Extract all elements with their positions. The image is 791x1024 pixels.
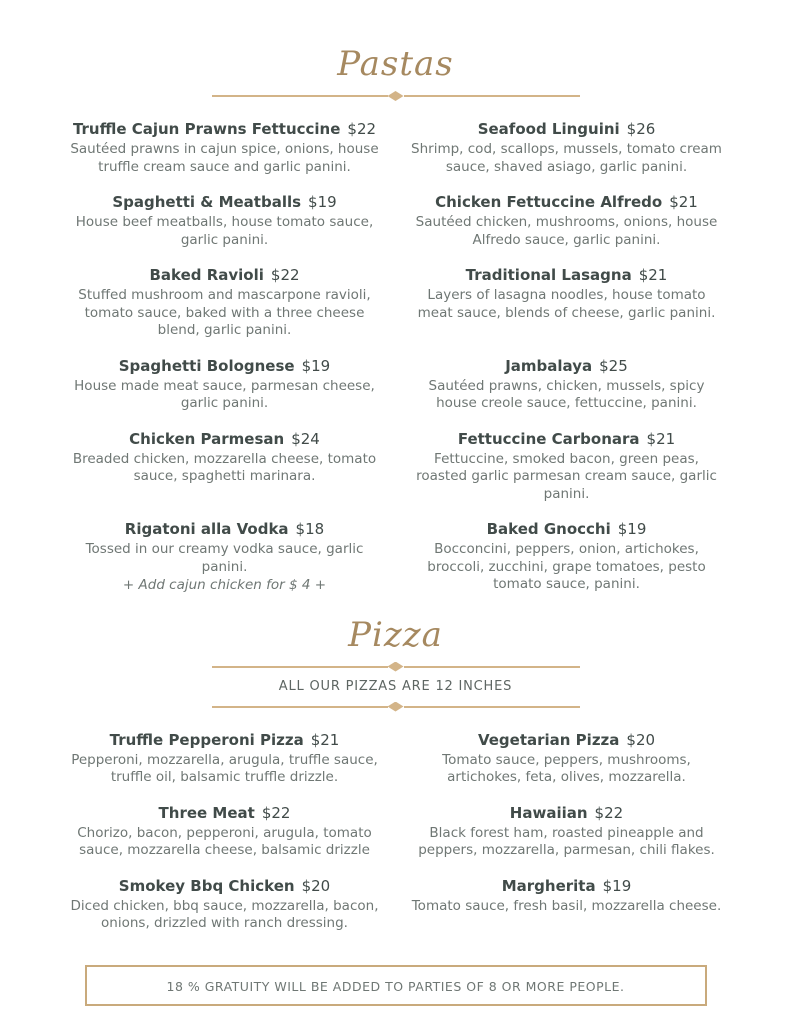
menu-item <box>410 519 724 595</box>
item-name: Rigatoni alla Vodka <box>124 520 289 538</box>
menu-item <box>410 192 724 249</box>
divider-line <box>212 95 388 97</box>
item-description: Tomato sauce, fresh basil, mozzarella cheese. <box>411 897 722 914</box>
item-price: $20 <box>301 876 331 895</box>
item-description: Bocconcini, peppers, onion, artichokes, broccoli, zucchini, grape tomatoes, pesto tomato sauce, panini. <box>427 541 706 592</box>
item-name: Truffle Pepperoni Pizza <box>109 730 304 749</box>
item-header <box>68 119 382 139</box>
menu-item <box>68 119 382 176</box>
menu-item <box>410 730 724 787</box>
item-description: House beef meatballs, house tomato sauce, garlic panini. <box>75 214 374 248</box>
menu-item <box>68 265 382 340</box>
item-name: Baked Ravioli <box>149 266 264 284</box>
item-price: $22 <box>594 803 624 822</box>
menu-item <box>410 356 724 413</box>
diamond-icon <box>388 662 404 672</box>
item-header <box>410 876 724 896</box>
menu-item <box>410 876 724 933</box>
item-name: Vegetarian Pizza <box>477 730 620 749</box>
item-header <box>68 356 382 376</box>
item-price: $19 <box>602 876 632 895</box>
item-description: Chorizo, bacon, pepperoni, arugula, tomato sauce, mozzarella cheese, balsamic drizzle <box>77 824 372 858</box>
item-name: Baked Gnocchi <box>486 520 611 538</box>
item-price: $20 <box>626 730 656 749</box>
menu-item <box>68 519 382 595</box>
pizza-item-grid <box>68 730 724 933</box>
item-name: Hawaiian <box>509 803 588 822</box>
section-divider <box>212 702 580 712</box>
divider-line <box>404 95 580 97</box>
item-price: $19 <box>617 520 647 538</box>
menu-item <box>68 429 382 504</box>
item-price: $21 <box>669 193 698 211</box>
item-name: Truffle Cajun Prawns Fettuccine <box>72 120 341 138</box>
item-name: Jambalaya <box>505 356 593 375</box>
item-description: Shrimp, cod, scallops, mussels, tomato cream sauce, shaved asiago, garlic panini. <box>411 141 722 175</box>
item-description: Sautéed chicken, mushrooms, onions, house Alfredo sauce, garlic panini. <box>415 214 718 248</box>
item-description: Layers of lasagna noodles, house tomato meat sauce, blends of cheese, garlic panini. <box>417 287 716 321</box>
item-header <box>410 730 724 750</box>
section-pastas <box>0 44 791 595</box>
menu-item <box>68 876 382 933</box>
item-price: $22 <box>270 266 300 284</box>
pastas-item-grid <box>68 119 724 595</box>
diamond-icon <box>388 702 404 712</box>
item-header <box>410 265 724 285</box>
item-description: Breaded chicken, mozzarella cheese, tomato sauce, spaghetti marinara. <box>72 450 377 484</box>
item-header <box>68 519 382 539</box>
item-header <box>410 119 724 139</box>
section-divider <box>212 91 580 101</box>
menu-item <box>410 265 724 340</box>
item-name: Smokey Bbq Chicken <box>118 876 295 895</box>
item-name: Fettuccine Carbonara <box>457 429 640 448</box>
item-name: Chicken Parmesan <box>129 429 285 448</box>
item-name: Spaghetti Bolognese <box>118 356 295 375</box>
section-title-pastas: Pastas <box>337 44 454 84</box>
item-name: Traditional Lasagna <box>465 266 632 284</box>
diamond-icon <box>388 91 404 101</box>
item-header <box>68 429 382 449</box>
menu-item <box>410 119 724 176</box>
pizza-size-note: ALL OUR PIZZAS ARE 12 INCHES <box>278 678 513 694</box>
item-header <box>410 803 724 823</box>
item-description: Stuffed mushroom and mascarpone ravioli, tomato sauce, baked with a three cheese blend, garlic panini. <box>78 287 371 338</box>
menu-item <box>410 429 724 504</box>
menu-item <box>68 803 382 860</box>
item-description: Fettuccine, smoked bacon, green peas, roasted garlic parmesan cream sauce, garlic panini. <box>416 450 717 502</box>
item-description: House made meat sauce, parmesan cheese, garlic panini. <box>74 377 375 411</box>
divider-line <box>404 666 580 668</box>
section-title-pizza: Pizza <box>348 614 443 655</box>
item-price: $24 <box>291 429 320 448</box>
item-header <box>410 519 724 539</box>
item-description: Tossed in our creamy vodka sauce, garlic panini. <box>85 541 364 575</box>
item-description: Tomato sauce, peppers, mushrooms, artichokes, feta, olives, mozzarella. <box>442 751 691 785</box>
item-header <box>410 429 724 449</box>
item-description: Pepperoni, mozzarella, arugula, truffle sauce, truffle oil, balsamic truffle drizzle. <box>71 751 378 785</box>
divider-line <box>212 666 388 668</box>
item-name: Chicken Fettuccine Alfredo <box>435 193 663 211</box>
item-header <box>68 265 382 285</box>
gratuity-banner <box>85 965 707 1006</box>
item-price: $26 <box>626 120 656 138</box>
item-name: Seafood Linguini <box>477 120 620 138</box>
item-name: Spaghetti & Meatballs <box>112 193 302 211</box>
section-pizza <box>0 615 791 933</box>
item-price: $25 <box>599 356 628 375</box>
item-header <box>68 192 382 212</box>
gratuity-text: 18 % GRATUITY WILL BE ADDED TO PARTIES OF 8 OR MORE PEOPLE. <box>166 978 625 994</box>
item-name: Margherita <box>501 876 596 895</box>
item-price: $21 <box>646 429 676 448</box>
item-price: $19 <box>301 356 331 375</box>
item-price: $21 <box>638 266 668 284</box>
item-price: $22 <box>261 803 291 822</box>
item-description: Sautéed prawns, chicken, mussels, spicy house creole sauce, fettuccine, panini. <box>428 377 705 411</box>
item-header <box>410 356 724 376</box>
item-header <box>68 803 382 823</box>
item-price: $21 <box>310 730 340 749</box>
divider-line <box>212 706 388 708</box>
item-price: $18 <box>295 520 325 538</box>
item-price: $19 <box>308 193 337 211</box>
item-description: Diced chicken, bbq sauce, mozzarella, bacon, onions, drizzled with ranch dressing. <box>70 897 379 931</box>
item-extra-note: + Add cajun chicken for $ 4 + <box>122 577 327 593</box>
item-description: Sautéed prawns in cajun spice, onions, house truffle cream sauce and garlic panini. <box>70 141 379 175</box>
item-header <box>68 876 382 896</box>
divider-line <box>404 706 580 708</box>
item-header <box>68 730 382 750</box>
item-header <box>410 192 724 212</box>
menu-item <box>68 192 382 249</box>
menu-item <box>410 803 724 860</box>
item-price: $22 <box>347 120 377 138</box>
menu-item <box>68 730 382 787</box>
item-name: Three Meat <box>158 803 255 822</box>
section-divider <box>212 662 580 672</box>
item-description: Black forest ham, roasted pineapple and peppers, mozzarella, parmesan, chili flakes. <box>418 824 715 858</box>
menu-item <box>68 356 382 413</box>
